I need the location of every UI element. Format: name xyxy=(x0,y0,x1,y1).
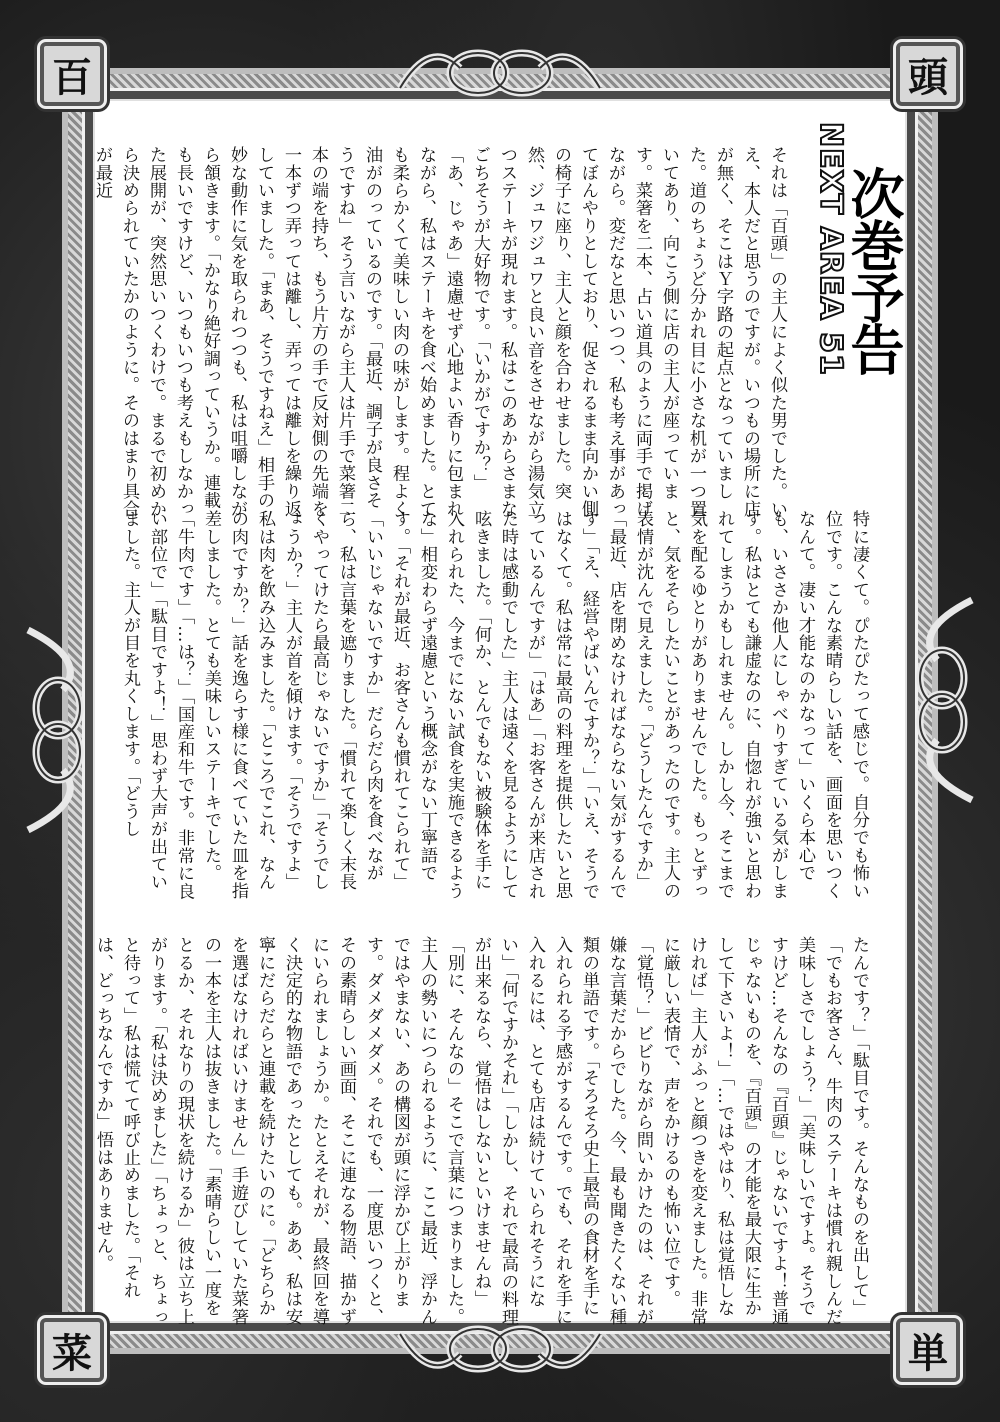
preview-header xyxy=(800,114,905,494)
corner-badge-bottom-right: 単 xyxy=(896,1318,960,1382)
text-block-2: 特に凄くて。ぴたぴたって感じで。自分でも怖い位です。こんな素晴らしい話を、画面を思いつくなんて。凄い才能なのかなって」いくら本心でも、いささか他人にしゃべりすぎている気がします。私はとても謙虚なのに、自惚れが強いと思われてしまうかもしれません。しかし今、そこまで気を配るゆとりがありませんでした。もっとずっと、気をそらしたいことがあったのです。主人の表情が沈んで見えました。「どうしたんですか」「最近、店を閉めなければならない気がするんです」「え、経営やばいんですか？」「いえ、そうではなくて。私は常に最高の料理を提供したいと思っているんですが」「はあ」「お客さんが来店された時は感動でした」主人は遠くを見るようにして呟きました。「何か、とんでもない被験体を手に入れられた、今までにない試食を実施できるような」相変わらず遠慮という概念がない丁寧語です。「それが最近、お客さんも慣れてこられて」「いいじゃないですか」だらだら肉を食べながら、私は言葉を遮りました。「慣れて楽しく末長くやってけたら最高じゃないですか」「そうでしょうか？」主人が首を傾けます。「そうですよ」私は肉を飲み込みました。「ところでこれ、なんの肉ですか？」話を逸らす様に食べていた皿を指差しました。とても美味しいステーキでした。「牛肉です」「…は？」「国産和牛です。非常に良い部位で」「駄目ですよ！」思わず大声が出ていました。主人が目を丸くします。「どうし xyxy=(120,510,869,900)
corner-badge-bottom-left: 菜 xyxy=(40,1318,104,1382)
next-area-label: NEXT AREA 51 xyxy=(813,122,848,376)
text-block-1: それは「百頭」の主人によく似た男でした。いえ、本人だと思うのですが。いつもの場所に店が無く、そこはＹ字路の起点となっていました。道のちょうど分かれ目に小さな机が一つ置いてあり、向こう側に店の主人が座っています。菜箸を二本、占い道具のように両手で掲げながら。変だなと思いつつ、私も考え事があってぼんやりとしており、促されるまま向かい側の椅子に座り、主人と顔を合わせました。突然、ジュワジュワと良い音をさせながら湯気立つステーキが現れます。私はこのあからさまなごちそうが大好物です。「いかがですか？」「あ、じゃあ」遠慮せず心地よい香りに包まれながら、私はステーキを食べ始めました。とても柔らかくて美味しい肉の味がします。程よく油がのっているのです。「最近、調子が良さそうですね」そう言いながら主人は片手で菜箸二本の端を持ち、もう片方の手で反対側の先端を一本ずつ弄っては離し、弄っては離しを繰り返していました。「まあ、そうですねえ」相手の妙な動作に気を取られつつも、私は咀嚼しながら頷きます。「かなり絶好調っていうか。連載も長いですけど、いつもいつも考えもしなかった展開が、突然思いつくわけで。まるで初めから決められていたかのように。そのはまり具合が最近 xyxy=(92,146,787,518)
dragon-ornament-left xyxy=(8,620,108,840)
page-content xyxy=(92,96,905,1326)
corner-badge-top-right: 頭 xyxy=(896,42,960,106)
dragon-knot-icon xyxy=(8,620,108,840)
text-block-3: たんです？」「駄目です。そんなものを出して」「でもお客さん、牛肉のステーキは慣れ親しんだ美味しさでしょう？」「美味しいですよ。そうですけど…そんなの『百頭』じゃないですよ！普通じゃないものを、『百頭』の才能を最大限に生かして下さいよ！」「…ではやはり、私は覚悟しなければ」主人がふっと顔つきを変えました。非常に厳しい表情で、声をかけるのも怖い位です。「覚悟？」ビビりながら問いかけたのは、それが嫌な言葉だからでした。今、最も聞きたくない種類の単語です。「そろそろ史上最高の食材を手に入れられる予感がするんです。でも、それを手に入れるには、とても店は続けていられそうにない」「何ですかそれ」「しかし、それで最高の料理が出来るなら、覚悟はしないといけませんね」「別に、そんなの」そこで言葉につまりました。主人の勢いにつられるように、ここ最近、浮かんではやまない、あの構図が頭に浮かび上がります。ダメダメダメ。それでも、一度思いつくと、その素晴らしい画面、そこに連なる物語、描かずにいられましょうか。たとえそれが、最終回を導く決定的な物語であったとしても。ああ、私は安寧にだらだらと連載を続けたいのに。「どちらかを選ばなければいけません」手遊びしていた菜箸の一本を主人は抜きました。「素晴らしい一度をとるか、それなりの現状を続けるか」彼は立ち上がります。「私は決めました」「ちょっと、ちょっと待って」私は慌てて呼び止めました。「それは、どっちなんですか」悟はありません。 xyxy=(93,936,869,1326)
dragon-knot-icon xyxy=(892,590,992,810)
dragon-ornament-right xyxy=(892,590,992,810)
page-title: 次巻予告 xyxy=(842,166,905,374)
corner-badge-top-left: 百 xyxy=(40,42,104,106)
